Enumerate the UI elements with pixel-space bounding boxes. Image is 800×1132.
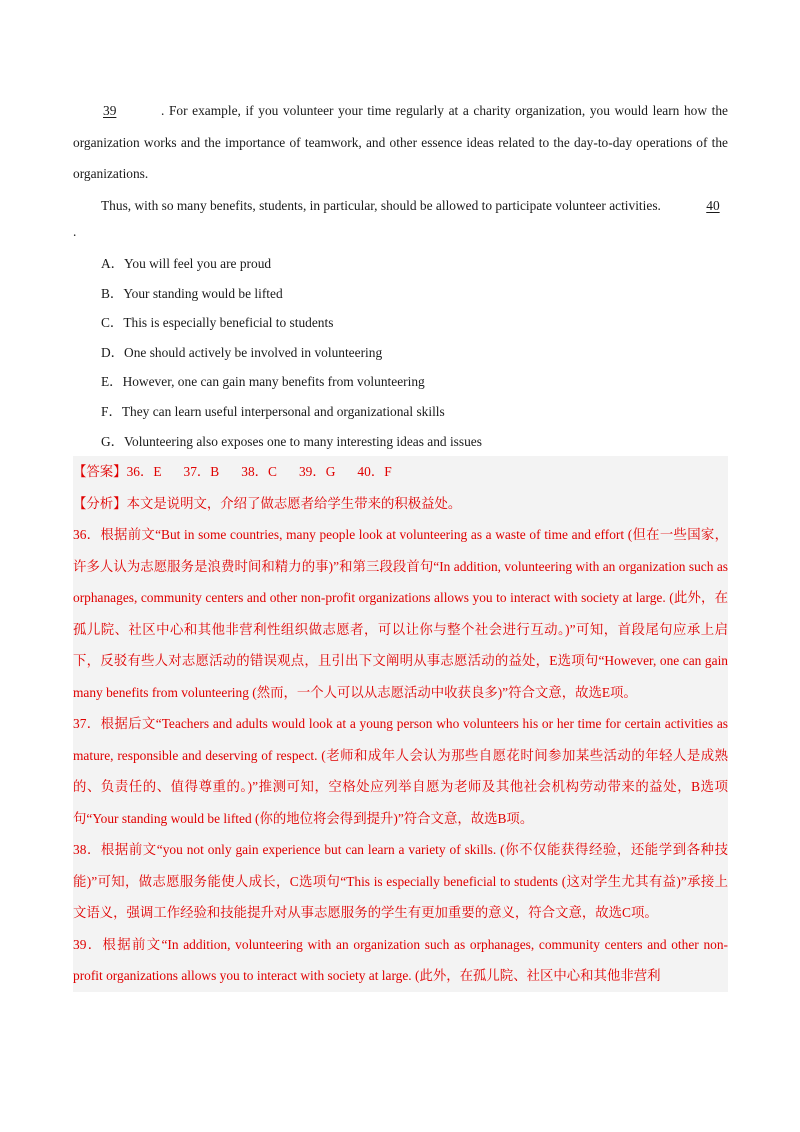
passage-text-39: . For example, if you volunteer your time regularly at a charity organization, you would learn how the organization works and the importance of teamwork, and other essence ideas related to the day-to-day operations of the organizations. [73, 103, 728, 181]
blank-39: 39 [103, 103, 117, 118]
answer-analysis-block [73, 456, 728, 992]
analysis-summary: 本文是说明文，介绍了做志愿者给学生带来的积极益处。 [126, 495, 462, 511]
analysis-label: 【分析】 [73, 495, 127, 511]
option-c: C．This is especially beneficial to students [101, 315, 334, 331]
answer-39: 39．G [298, 464, 336, 480]
option-d: D．One should actively be involved in volunteering [101, 344, 383, 360]
answer-40: 40．F [357, 464, 392, 480]
answer-36: 36．E [126, 464, 162, 480]
passage-paragraph-39 [73, 95, 728, 190]
option-a: A．You will feel you are proud [101, 256, 272, 271]
option-g: G．Volunteering also exposes one to many interesting ideas and issues [101, 433, 482, 449]
answer-37: 37．B [183, 464, 220, 480]
document-content [73, 95, 728, 992]
passage-paragraph-40 [73, 190, 728, 222]
option-e: E．However, one can gain many benefits from volunteering [101, 374, 425, 390]
option-f: F．They can learn useful interpersonal and organizational skills [101, 403, 445, 419]
answer-line [73, 456, 728, 488]
option-b: B．Your standing would be lifted [101, 285, 283, 301]
analysis-38: 38．根据前文“you not only gain experience but can learn a variety of skills. (你不仅能获得经验，还能学到各种技能)”可知，做志愿服务能使人成长，C选项句“This is especially beneficial to students (这对学生尤其有益)”承接上文语义，强调工作经验和技能提升对从事志愿服务的学生有更加重要的意义，符合文意，故选C项。 [73, 842, 728, 921]
blank-40: 40 [706, 197, 720, 213]
passage-text-40: Thus, with so many benefits, students, in particular, should be allowed to participate volunteer activities. [101, 197, 661, 213]
answer-38: 38．C [241, 464, 277, 480]
analysis-summary-line [73, 488, 728, 520]
analysis-37: 37．根据后文“Teachers and adults would look at a young person who volunteers his or her time for certain activities as mature, responsible and deserving of respect. (老师和成年人会认为那些自愿花时间参加某些活动的年轻人是成熟的、负责任的、值得尊重的。)”推测可知，空格处应列举自愿为老师及其他社会机构劳动带来的益处，B选项句“Your standing would be lifted (你的地位将会得到提升)”符合文意，故选B项。 [73, 716, 728, 826]
answer-label: 【答案】 [73, 464, 127, 480]
passage-trailing-dot: . [73, 224, 77, 239]
options-list [73, 249, 728, 456]
analysis-36: 36．根据前文“But in some countries, many people look at volunteering as a waste of time and effort (但在一些国家，许多人认为志愿服务是浪费时间和精力的事)”和第三段段首句“In addition, volunteering with an organization such as orphanages, community centers and other non-profit organizations allows you to interact with society at large. (此外，在孤儿院、社区中心和其他非营利性组织做志愿者，可以让你与整个社会进行互动。)”可知，首段尾句应承上启下，反驳有些人对志愿活动的错误观点，且引出下文阐明从事志愿活动的益处，E选项句“However, one can gain many benefits from volunteering (然而，一个人可以从志愿活动中收获良多)”符合文意，故选E项。 [73, 527, 728, 700]
analysis-39: 39．根据前文“In addition, volunteering with an organization such as orphanages, community centers and other non-profit organizations allows you to interact with society at large. (此外，在孤儿院、社区中心和其他非营利 [73, 936, 728, 984]
